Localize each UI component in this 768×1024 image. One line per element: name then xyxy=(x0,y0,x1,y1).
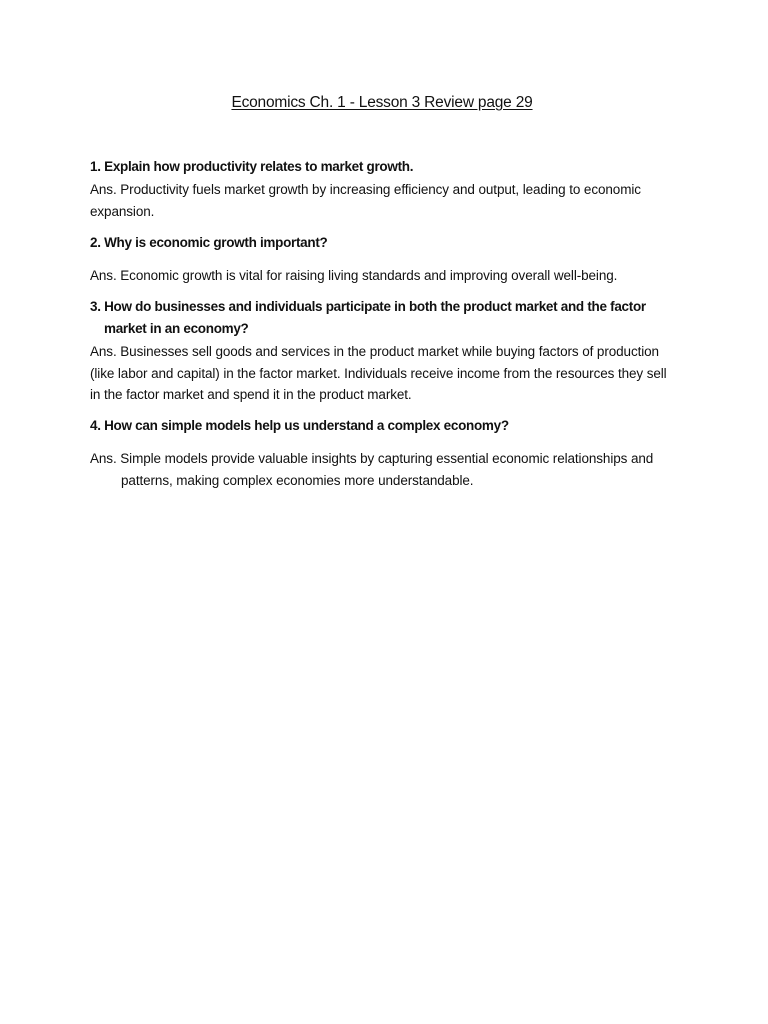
question-2: 2. Why is economic growth important? xyxy=(90,235,328,250)
answer-4: Ans. Simple models provide valuable insights by capturing essential economic relationships and patterns, making complex economies more understandable. xyxy=(90,451,654,488)
question-4: 4. How can simple models help us understand a complex economy? xyxy=(90,418,509,433)
document-title: Economics Ch. 1 - Lesson 3 Review page 29 xyxy=(231,94,533,111)
answer-1: Ans. Productivity fuels market growth by increasing efficiency and output, leading to economic expansion. xyxy=(90,182,641,219)
question-1: 1. Explain how productivity relates to market growth. xyxy=(90,159,414,174)
question-3: 3. How do businesses and individuals participate in both the product market and the factor market in an economy? xyxy=(90,299,646,336)
answer-2: Ans. Economic growth is vital for raising living standards and improving overall well-being. xyxy=(90,268,618,283)
answer-3: Ans. Businesses sell goods and services in the product market while buying factors of production (like labor and capital) in the factor market. Individuals receive income from the resources they sell in the factor market and spend it in the product market. xyxy=(90,344,667,402)
